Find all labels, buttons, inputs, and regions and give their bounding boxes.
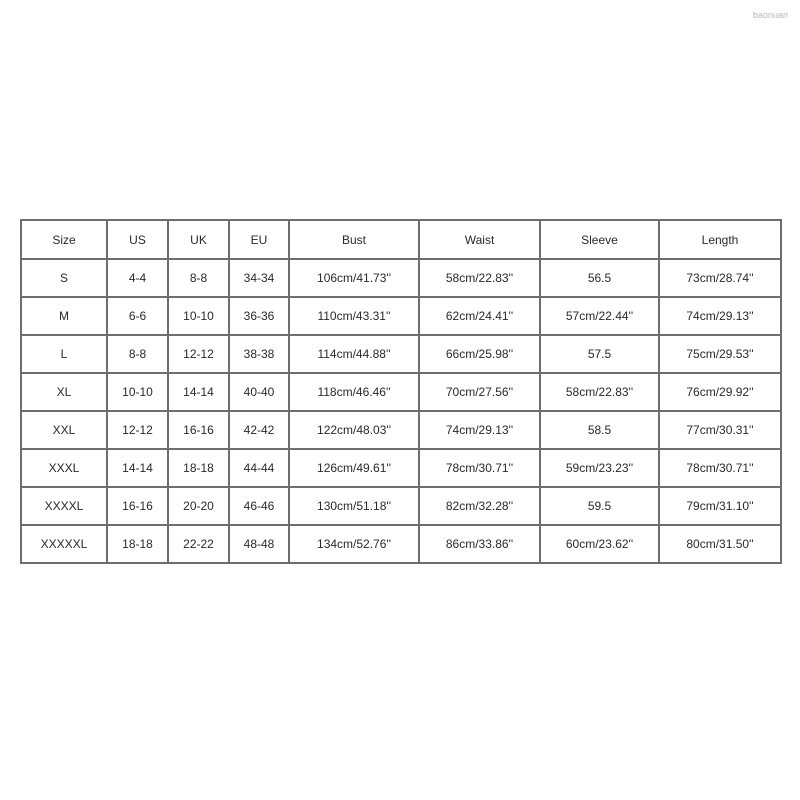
header-eu: EU <box>229 220 289 259</box>
cell-waist: 70cm/27.56'' <box>419 373 540 411</box>
cell-size: XXL <box>21 411 107 449</box>
cell-eu: 48-48 <box>229 525 289 563</box>
header-size: Size <box>21 220 107 259</box>
cell-us: 6-6 <box>107 297 168 335</box>
cell-eu: 44-44 <box>229 449 289 487</box>
cell-size: L <box>21 335 107 373</box>
cell-sleeve: 60cm/23.62'' <box>540 525 659 563</box>
cell-us: 10-10 <box>107 373 168 411</box>
table-row <box>21 487 781 525</box>
cell-sleeve: 59.5 <box>540 487 659 525</box>
table-row <box>21 373 781 411</box>
header-bust: Bust <box>289 220 419 259</box>
cell-waist: 66cm/25.98'' <box>419 335 540 373</box>
table-row <box>21 297 781 335</box>
cell-uk: 10-10 <box>168 297 229 335</box>
cell-sleeve: 59cm/23.23'' <box>540 449 659 487</box>
cell-uk: 18-18 <box>168 449 229 487</box>
cell-sleeve: 58cm/22.83'' <box>540 373 659 411</box>
size-chart-table <box>20 219 782 564</box>
header-length: Length <box>659 220 781 259</box>
watermark-text: baonuan <box>752 10 788 20</box>
cell-eu: 38-38 <box>229 335 289 373</box>
cell-size: XXXXL <box>21 487 107 525</box>
cell-uk: 8-8 <box>168 259 229 297</box>
header-sleeve: Sleeve <box>540 220 659 259</box>
cell-sleeve: 58.5 <box>540 411 659 449</box>
cell-uk: 20-20 <box>168 487 229 525</box>
cell-bust: 114cm/44.88'' <box>289 335 419 373</box>
table-header-row <box>21 220 781 259</box>
cell-waist: 74cm/29.13'' <box>419 411 540 449</box>
cell-us: 4-4 <box>107 259 168 297</box>
cell-length: 78cm/30.71'' <box>659 449 781 487</box>
cell-sleeve: 56.5 <box>540 259 659 297</box>
cell-bust: 122cm/48.03'' <box>289 411 419 449</box>
header-uk: UK <box>168 220 229 259</box>
cell-length: 80cm/31.50'' <box>659 525 781 563</box>
table-row <box>21 449 781 487</box>
cell-eu: 46-46 <box>229 487 289 525</box>
cell-waist: 62cm/24.41'' <box>419 297 540 335</box>
cell-size: S <box>21 259 107 297</box>
cell-eu: 40-40 <box>229 373 289 411</box>
cell-uk: 16-16 <box>168 411 229 449</box>
table-row <box>21 411 781 449</box>
cell-size: XXXL <box>21 449 107 487</box>
cell-size: XXXXXL <box>21 525 107 563</box>
cell-us: 16-16 <box>107 487 168 525</box>
cell-length: 76cm/29.92'' <box>659 373 781 411</box>
table-row <box>21 335 781 373</box>
cell-bust: 118cm/46.46'' <box>289 373 419 411</box>
cell-bust: 134cm/52.76'' <box>289 525 419 563</box>
cell-size: XL <box>21 373 107 411</box>
cell-waist: 86cm/33.86'' <box>419 525 540 563</box>
cell-length: 73cm/28.74'' <box>659 259 781 297</box>
header-waist: Waist <box>419 220 540 259</box>
cell-uk: 14-14 <box>168 373 229 411</box>
cell-uk: 22-22 <box>168 525 229 563</box>
cell-length: 75cm/29.53'' <box>659 335 781 373</box>
cell-uk: 12-12 <box>168 335 229 373</box>
cell-waist: 78cm/30.71'' <box>419 449 540 487</box>
cell-us: 18-18 <box>107 525 168 563</box>
header-us: US <box>107 220 168 259</box>
cell-eu: 42-42 <box>229 411 289 449</box>
cell-sleeve: 57.5 <box>540 335 659 373</box>
cell-bust: 130cm/51.18'' <box>289 487 419 525</box>
cell-us: 12-12 <box>107 411 168 449</box>
cell-waist: 82cm/32.28'' <box>419 487 540 525</box>
cell-us: 14-14 <box>107 449 168 487</box>
cell-bust: 110cm/43.31'' <box>289 297 419 335</box>
cell-bust: 126cm/49.61'' <box>289 449 419 487</box>
cell-size: M <box>21 297 107 335</box>
table-row <box>21 525 781 563</box>
cell-eu: 34-34 <box>229 259 289 297</box>
cell-eu: 36-36 <box>229 297 289 335</box>
cell-bust: 106cm/41.73'' <box>289 259 419 297</box>
cell-us: 8-8 <box>107 335 168 373</box>
cell-length: 77cm/30.31'' <box>659 411 781 449</box>
cell-waist: 58cm/22.83'' <box>419 259 540 297</box>
table-row <box>21 259 781 297</box>
cell-length: 79cm/31.10'' <box>659 487 781 525</box>
cell-sleeve: 57cm/22.44'' <box>540 297 659 335</box>
cell-length: 74cm/29.13'' <box>659 297 781 335</box>
